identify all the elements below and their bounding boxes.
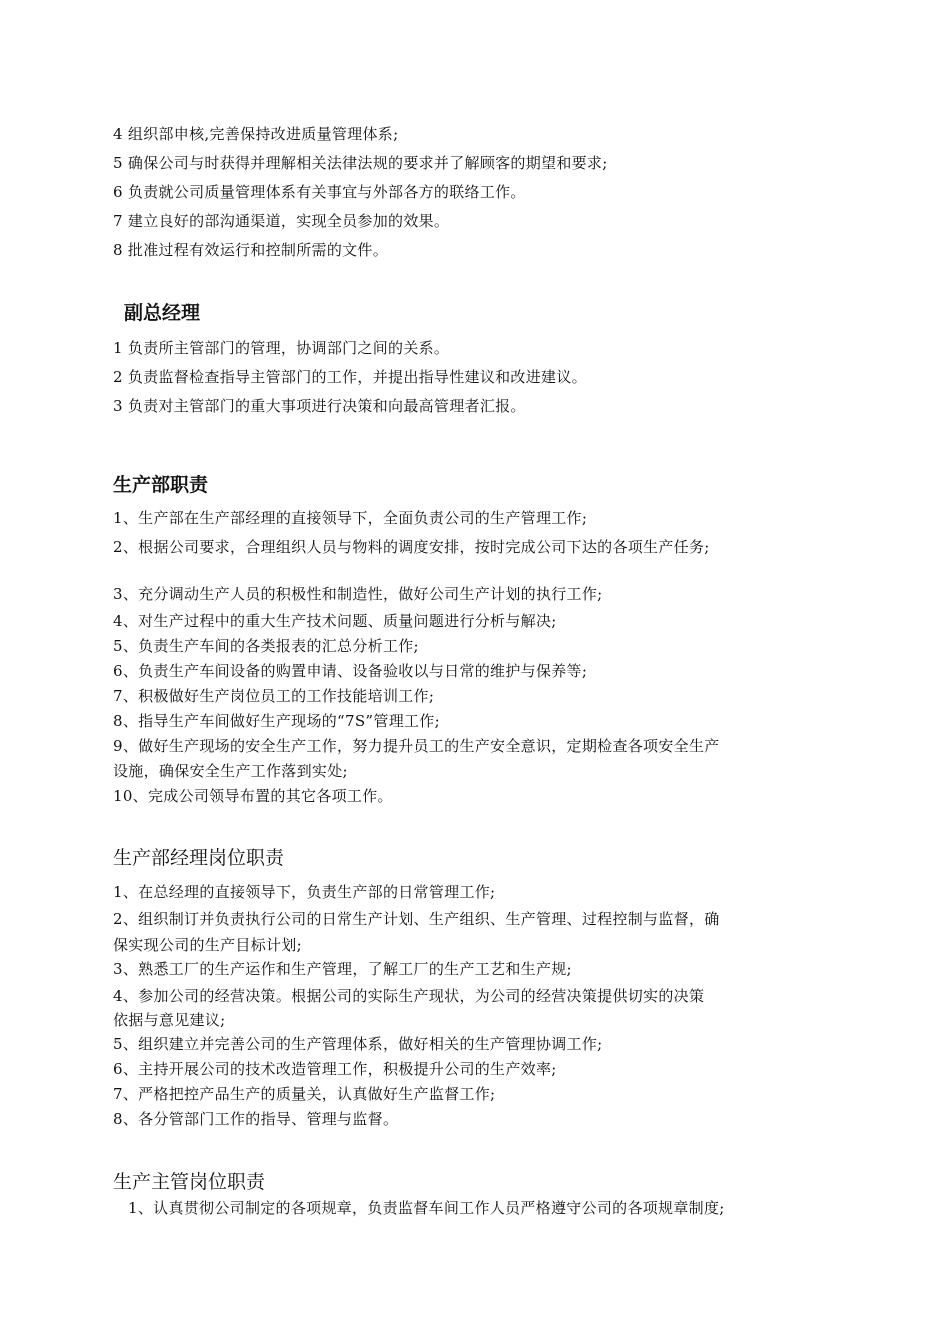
list-item: 1、认真贯彻公司制定的各项规章，负责监督车间工作人员严格遵守公司的各项规章制度; (128, 1199, 725, 1217)
list-item: 3 负责对主管部门的重大事项进行决策和向最高管理者汇报。 (113, 397, 526, 415)
list-item: 8、指导生产车间做好生产现场的“7S”管理工作; (113, 712, 440, 730)
list-item: 1、在总经理的直接领导下，负责生产部的日常管理工作; (113, 883, 496, 901)
list-item: 9、做好生产现场的安全生产工作，努力提升员工的生产安全意识，定期检查各项安全生产 (113, 737, 720, 755)
list-item: 2、根据公司要求，合理组织人员与物料的调度安排，按时完成公司下达的各项生产任务; (113, 538, 710, 556)
list-item: 3、熟悉工厂的生产运作和生产管理，了解工厂的生产工艺和生产规; (113, 960, 572, 978)
list-item: 6、主持开展公司的技术改造管理工作，积极提升公司的生产效率; (113, 1060, 557, 1078)
list-item: 3、充分调动生产人员的积极性和制造性，做好公司生产计划的执行工作; (113, 585, 603, 603)
section-heading-deputy-gm: 副总经理 (124, 302, 201, 324)
list-item: 1 负责所主管部门的管理，协调部门之间的关系。 (113, 339, 450, 357)
list-item-continuation: 依据与意见建议; (113, 1011, 226, 1029)
list-item: 8、各分管部门工作的指导、管理与监督。 (113, 1110, 399, 1128)
list-item: 7、积极做好生产岗位员工的工作技能培训工作; (113, 687, 435, 705)
list-item: 1、生产部在生产部经理的直接领导下，全面负责公司的生产管理工作; (113, 509, 588, 527)
list-item: 7、严格把控产品生产的质量关，认真做好生产监督工作; (113, 1085, 496, 1103)
section-heading-supervisor: 生产主管岗位职责 (113, 1171, 266, 1193)
list-item: 5、负责生产车间的各类报表的汇总分析工作; (113, 637, 419, 655)
list-item: 2、组织制订并负责执行公司的日常生产计划、生产组织、生产管理、过程控制与监督，确 (113, 910, 720, 928)
list-item-continuation: 设施，确保安全生产工作落到实处; (113, 762, 348, 780)
list-item: 7 建立良好的部沟通渠道，实现全员参加的效果。 (113, 212, 450, 230)
section-heading-manager: 生产部经理岗位职责 (113, 847, 285, 869)
list-item: 4、参加公司的经营决策。根据公司的实际生产现状，为公司的经营决策提供切实的决策 (113, 987, 705, 1005)
list-item: 8 批准过程有效运行和控制所需的文件。 (113, 241, 389, 259)
list-item: 4、对生产过程中的重大生产技术问题、质量问题进行分析与解决; (113, 612, 557, 630)
section-heading-production-dept: 生产部职责 (113, 474, 209, 496)
list-item: 5、组织建立并完善公司的生产管理体系，做好相关的生产管理协调工作; (113, 1035, 603, 1053)
list-item: 6、负责生产车间设备的购置申请、设备验收以与日常的维护与保养等; (113, 662, 588, 680)
list-item: 4 组织部申核,完善保持改进质量管理体系; (113, 125, 399, 143)
list-item-continuation: 保实现公司的生产目标计划; (113, 936, 302, 954)
list-item: 6 负责就公司质量管理体系有关事宜与外部各方的联络工作。 (113, 183, 526, 201)
list-item: 10、完成公司领导布置的其它各项工作。 (113, 787, 393, 805)
list-item: 5 确保公司与时获得并理解相关法律法规的要求并了解顾客的期望和要求; (113, 154, 608, 172)
list-item: 2 负责监督检查指导主管部门的工作，并提出指导性建议和改进建议。 (113, 368, 587, 386)
